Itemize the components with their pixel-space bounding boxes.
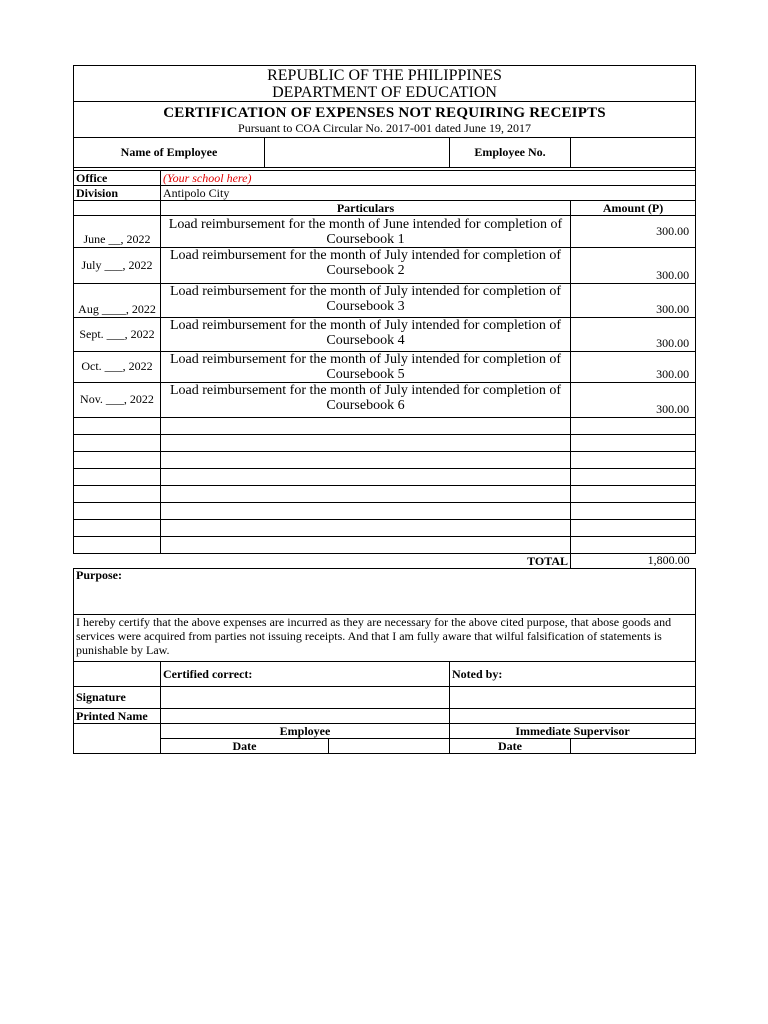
expense-particulars[interactable]: Load reimbursement for the month of June intended for completion of Coursebook 1: [161, 216, 571, 248]
empty-cell[interactable]: [571, 418, 696, 435]
certification-statement: I hereby certify that the above expenses are incurred as they are necessary for the above cited purpose, that abose goods and services were acquired from parties not issuing receipts. And that I am fully aware that wilful falsification of statements is punishable by Law.: [74, 615, 696, 662]
particulars-header: Particulars: [161, 201, 571, 216]
header-title-block: [74, 102, 696, 138]
empty-row: [74, 418, 696, 435]
empty-cell[interactable]: [571, 435, 696, 452]
employee-no-label: Employee No.: [450, 138, 571, 168]
empty-cell[interactable]: [161, 435, 571, 452]
header-line1: REPUBLIC OF THE PHILIPPINES: [267, 66, 502, 84]
total-value: 1,800.00: [571, 554, 696, 569]
noted-by-label: Noted by:: [450, 662, 696, 687]
header-line2: DEPARTMENT OF EDUCATION: [272, 83, 497, 101]
empty-cell[interactable]: [74, 435, 161, 452]
expense-row: [74, 318, 696, 352]
empty-row: [74, 452, 696, 469]
expense-particulars[interactable]: Load reimbursement for the month of July intended for completion of Coursebook 6: [161, 383, 571, 418]
empty-cell[interactable]: [74, 520, 161, 537]
empty-cell[interactable]: [571, 537, 696, 554]
division-value[interactable]: Antipolo City: [161, 186, 696, 201]
expense-particulars[interactable]: Load reimbursement for the month of July intended for completion of Coursebook 4: [161, 318, 571, 352]
expense-date[interactable]: Oct. ___, 2022: [74, 352, 161, 383]
amount-header: Amount (P): [571, 201, 696, 216]
empty-row: [74, 435, 696, 452]
employee-role-label: Employee: [161, 724, 450, 739]
expense-date[interactable]: July ___, 2022: [74, 248, 161, 284]
date-blank: [74, 739, 161, 754]
expense-row: [74, 248, 696, 284]
empty-cell[interactable]: [74, 537, 161, 554]
employee-name-field[interactable]: [265, 138, 450, 168]
empty-cell[interactable]: [161, 469, 571, 486]
empty-cell[interactable]: [74, 486, 161, 503]
form-subtitle: Pursuant to COA Circular No. 2017-001 dated June 19, 2017: [238, 120, 532, 135]
expense-amount[interactable]: 300.00: [571, 352, 696, 383]
empty-cell[interactable]: [74, 418, 161, 435]
office-value[interactable]: (Your school here): [161, 171, 696, 186]
purpose-cell[interactable]: [74, 569, 696, 615]
empty-cell[interactable]: [571, 486, 696, 503]
role-blank: [74, 724, 161, 739]
purpose-label: Purpose:: [76, 568, 122, 582]
empty-cell[interactable]: [571, 469, 696, 486]
signature-blank: [74, 662, 161, 687]
supervisor-date-label: Date: [450, 739, 571, 754]
form-table: [73, 65, 696, 754]
empty-row: [74, 486, 696, 503]
empty-cell[interactable]: [571, 503, 696, 520]
empty-cell[interactable]: [571, 520, 696, 537]
certification-form: [73, 65, 695, 754]
empty-cell[interactable]: [571, 452, 696, 469]
expense-amount[interactable]: 300.00: [571, 383, 696, 418]
empty-cell[interactable]: [74, 469, 161, 486]
expense-particulars[interactable]: Load reimbursement for the month of July intended for completion of Coursebook 3: [161, 284, 571, 318]
expense-amount[interactable]: 300.00: [571, 216, 696, 248]
empty-row: [74, 520, 696, 537]
date-column-header: [74, 201, 161, 216]
expense-date[interactable]: Aug ____, 2022: [74, 284, 161, 318]
header-republic: [74, 66, 696, 102]
employee-printed-name-field[interactable]: [161, 709, 450, 724]
empty-cell[interactable]: [74, 503, 161, 520]
certified-correct-label: Certified correct:: [161, 662, 450, 687]
form-title: CERTIFICATION OF EXPENSES NOT REQUIRING RECEIPTS: [163, 104, 606, 121]
employee-no-field[interactable]: [571, 138, 696, 168]
empty-cell[interactable]: [161, 520, 571, 537]
signature-label: Signature: [74, 687, 161, 709]
empty-row: [74, 469, 696, 486]
empty-cell[interactable]: [161, 452, 571, 469]
empty-row: [74, 503, 696, 520]
division-label: Division: [74, 186, 161, 201]
empty-row: [74, 537, 696, 554]
expense-row: [74, 216, 696, 248]
expense-amount[interactable]: 300.00: [571, 284, 696, 318]
expense-amount[interactable]: 300.00: [571, 248, 696, 284]
empty-cell[interactable]: [74, 452, 161, 469]
empty-cell[interactable]: [161, 537, 571, 554]
expense-row: [74, 352, 696, 383]
empty-cell[interactable]: [161, 486, 571, 503]
expense-date[interactable]: June __, 2022: [74, 216, 161, 248]
empty-cell[interactable]: [161, 503, 571, 520]
expense-date[interactable]: Sept. ___, 2022: [74, 318, 161, 352]
supervisor-signature-field[interactable]: [450, 687, 696, 709]
supervisor-role-label: Immediate Supervisor: [450, 724, 696, 739]
employee-date-label: Date: [161, 739, 329, 754]
employee-date-field[interactable]: [329, 739, 450, 754]
office-label: Office: [74, 171, 161, 186]
total-label: TOTAL: [74, 554, 571, 569]
empty-cell[interactable]: [161, 418, 571, 435]
expense-row: [74, 284, 696, 318]
expense-date[interactable]: Nov. ___, 2022: [74, 383, 161, 418]
expense-particulars[interactable]: Load reimbursement for the month of July intended for completion of Coursebook 2: [161, 248, 571, 284]
expense-amount[interactable]: 300.00: [571, 318, 696, 352]
supervisor-date-field[interactable]: [571, 739, 696, 754]
expense-row: [74, 383, 696, 418]
printed-name-label: Printed Name: [74, 709, 161, 724]
name-of-employee-label: Name of Employee: [74, 138, 265, 168]
expense-particulars[interactable]: Load reimbursement for the month of July intended for completion of Coursebook 5: [161, 352, 571, 383]
employee-signature-field[interactable]: [161, 687, 450, 709]
supervisor-printed-name-field[interactable]: [450, 709, 696, 724]
